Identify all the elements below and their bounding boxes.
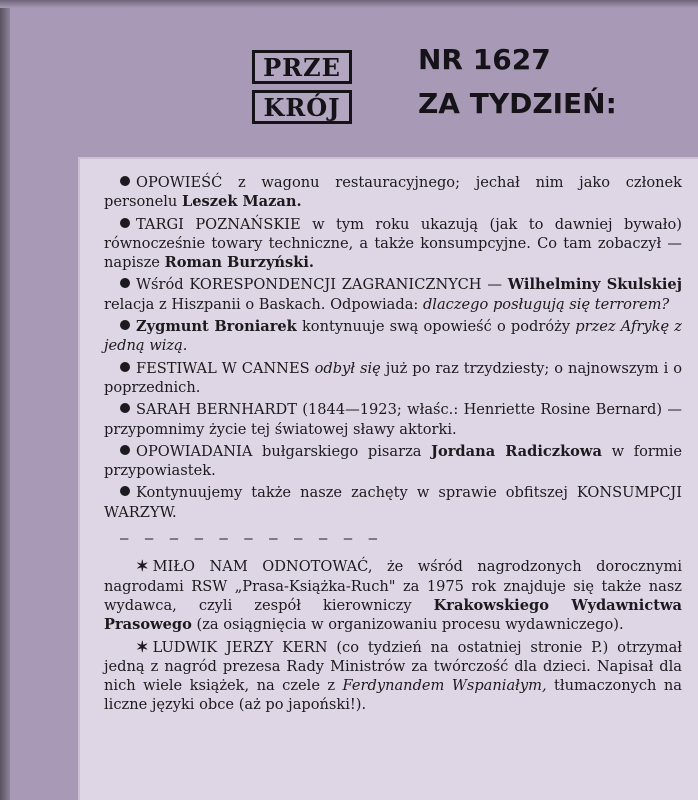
bullet-icon: [120, 403, 130, 413]
separator: — — — — — — — — — — —: [120, 531, 382, 548]
text-segment: dlaczego posługują się terrorem?: [422, 295, 670, 313]
bullet-icon: [120, 486, 130, 496]
announcement-item: [104, 359, 682, 398]
contents-list: [104, 173, 682, 715]
logo-line-bottom: KRÓJ: [252, 90, 352, 124]
text-segment: Wilhelminy Skulskiej: [507, 276, 682, 294]
notes-list: [104, 557, 682, 714]
issue-number: NR 1627: [418, 43, 551, 76]
text-segment: w formie przypowiastek.: [104, 442, 683, 480]
announcement-item: [104, 400, 682, 439]
text-segment: już po raz trzydziesty; o najnowszym i o poprzednich.: [104, 359, 682, 396]
page-edge: [0, 0, 10, 800]
announcement-item: [104, 275, 682, 314]
bullet-icon: [120, 320, 130, 330]
page-edge-top: [0, 0, 698, 8]
text-segment: Krakowskiego Wydawnictwa Prasowego: [104, 596, 682, 634]
issue-heading: [418, 38, 617, 126]
bullet-icon: [120, 176, 130, 186]
text-segment: Roman Burzyński.: [164, 254, 314, 272]
text-segment: MIŁO NAM ODNOTOWAĆ, że wśród nagrodzonych dorocznymi nagrodami RSW „Prasa-Książka-Ruch" za 1975 rok znajduje się także nasz wydawca, czyli zespół kierowniczy: [104, 558, 682, 614]
text-segment: SARAH BERNHARDT (1844—1923; właśc.: Henriette Rosine Bernard) — przypomnimy życie tej światowej sławy aktorki.: [104, 401, 682, 438]
announcement-list: [104, 173, 682, 522]
text-segment: OPOWIEŚĆ z wagonu restauracyjnego; jechał nim jako członek personelu: [104, 174, 682, 211]
text-segment: LUDWIK JERZY KERN (co tydzień na ostatniej stronie P.) otrzymał jedną z nagród prezesa Rady Ministrów za twórczość dla dzieci. Napisał dla nich wiele książek, na czele z: [104, 638, 682, 695]
text-segment: Ferdynandem Wspaniałym,: [342, 677, 547, 695]
przekroj-logo: [252, 50, 352, 126]
issue-subtitle: ZA TYDZIEŃ:: [418, 87, 617, 120]
text-segment: przez Afrykę z jedną wizą.: [104, 318, 682, 355]
text-segment: Leszek Mazan.: [181, 193, 302, 211]
announcement-item: [104, 442, 682, 481]
text-segment: Wśród KORESPONDENCJI ZAGRANICZNYCH —: [136, 276, 508, 294]
announcement-item: [104, 173, 682, 212]
bullet-icon: [120, 278, 130, 288]
text-segment: OPOWIADANIA bułgarskiego pisarza: [136, 442, 432, 460]
text-segment: tłumaczonych na liczne języki obce (aż po japoński!).: [104, 677, 682, 714]
announcement-item: [104, 317, 682, 356]
text-segment: TARGI POZNAŃSKIE w tym roku ukazują (jak to dawniej bywało) równocześnie towary techniczne, a także konsumpcyjne. Co tam zobaczył — napisze: [104, 215, 682, 272]
text-segment: Kontynuujemy także nasze zachęty w sprawie obfitszej KONSUMPCJI WARZYW.: [104, 484, 682, 521]
text-segment: Jordana Radiczkowa: [431, 442, 602, 460]
text-segment: kontynuuje swą opowieść o podróży: [296, 318, 576, 336]
star-icon: ✶: [136, 637, 149, 656]
text-segment: FESTIWAL W CANNES: [136, 359, 315, 377]
text-segment: odbył się: [314, 359, 381, 377]
note-item: [104, 557, 682, 634]
note-item: [104, 638, 682, 715]
announcement-item: [104, 483, 682, 522]
bullet-icon: [120, 218, 130, 228]
bullet-icon: [120, 362, 130, 372]
text-segment: (za osiągnięcia w organizowaniu procesu wydawniczego).: [191, 616, 624, 634]
text-segment: Zygmunt Broniarek: [136, 318, 297, 336]
bullet-icon: [120, 445, 130, 455]
star-icon: ✶: [136, 557, 149, 576]
logo-line-top: PRZE: [252, 50, 352, 84]
text-segment: relacja z Hiszpanii o Baskach. Odpowiada:: [104, 295, 423, 313]
announcement-item: [104, 215, 682, 273]
